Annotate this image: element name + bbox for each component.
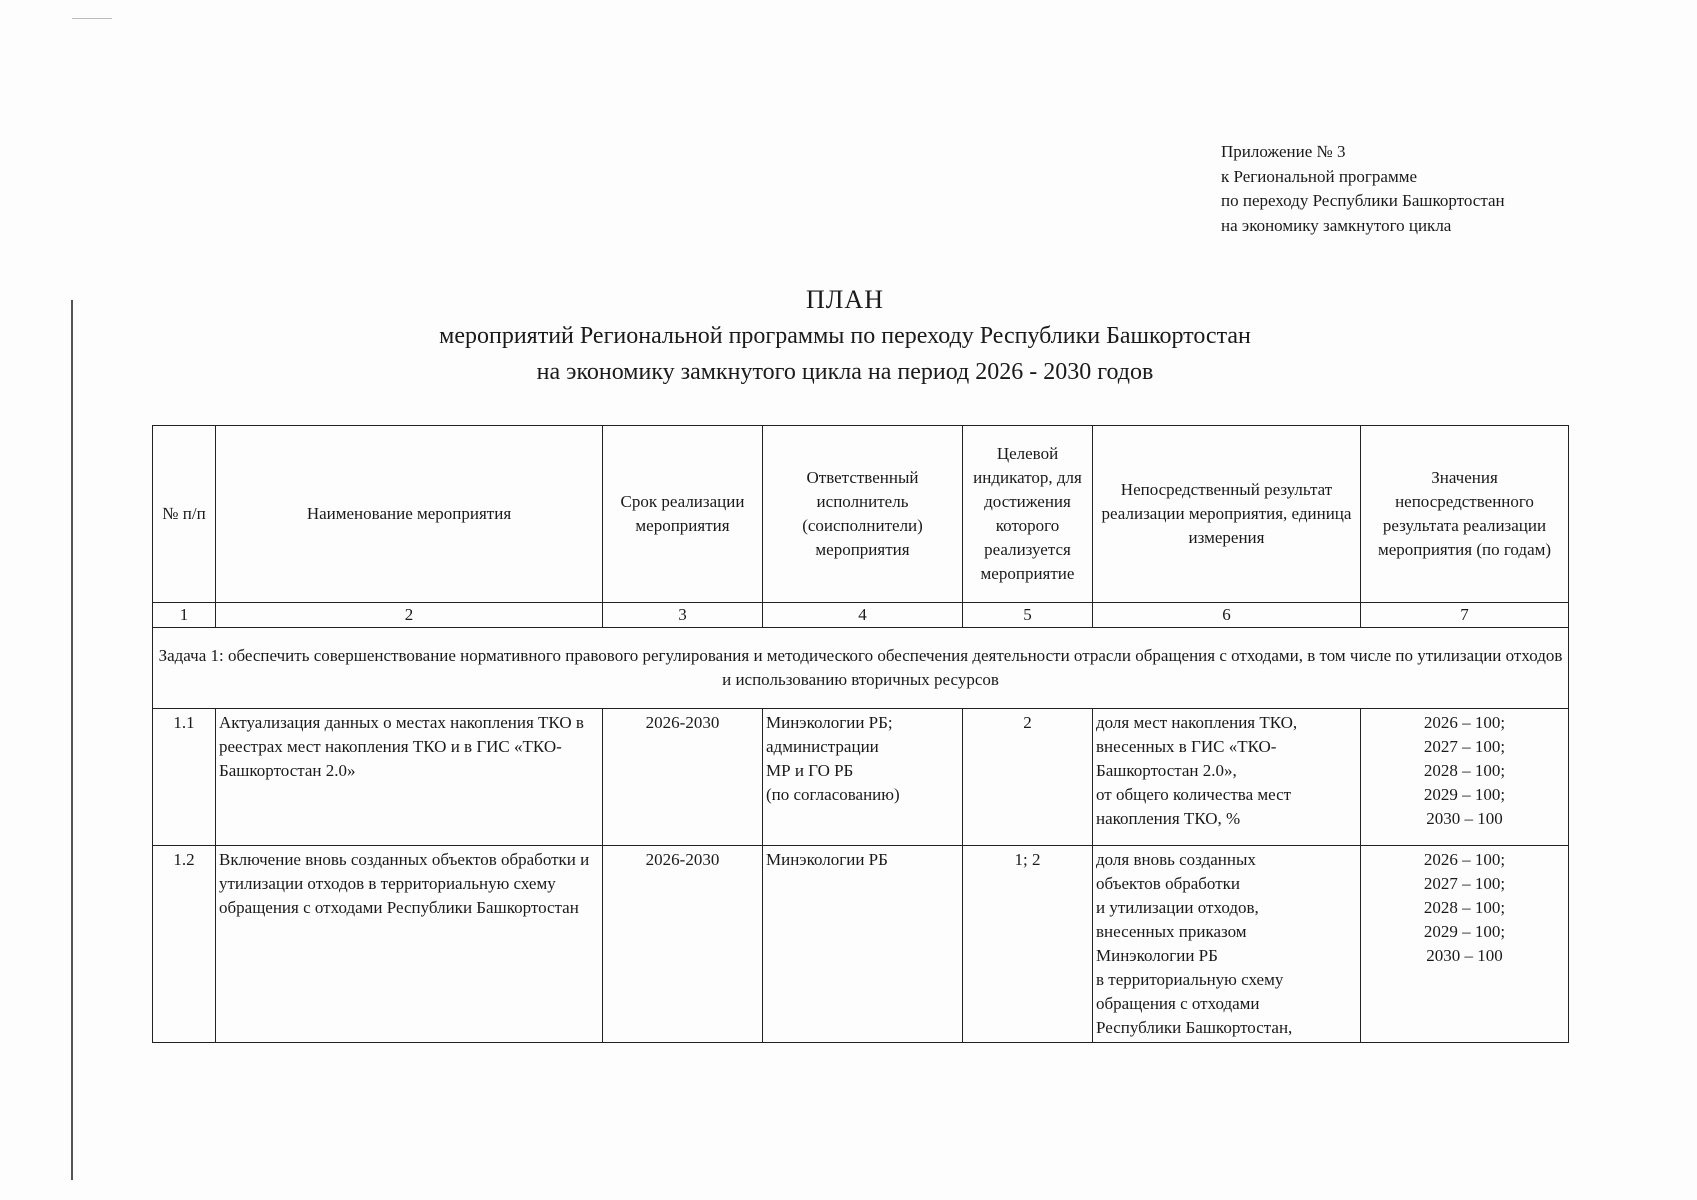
header-cell-number: № п/п — [153, 426, 216, 603]
appendix-note — [1221, 140, 1505, 238]
header-cell-indicator: Целевой индикатор, для достижения которого реализуется мероприятие — [963, 426, 1093, 603]
header-cell-executor: Ответственный исполнитель (соисполнители) мероприятия — [763, 426, 963, 603]
event-term: 2026-2030 — [603, 709, 763, 846]
yearly-values — [1361, 709, 1569, 846]
title-line: мероприятий Региональной программы по переходу Республики Башкортостан — [439, 323, 1251, 349]
row-number: 1.1 — [153, 709, 216, 846]
result-line: от общего количества мест — [1096, 785, 1292, 804]
result-line: накопления ТКО, % — [1096, 809, 1241, 828]
result-line: Минэкологии РБ — [1096, 946, 1218, 965]
appendix-line: на экономику замкнутого цикла — [1221, 215, 1452, 235]
header-cell-term: Срок реализации мероприятия — [603, 426, 763, 603]
table-row — [153, 846, 1569, 1043]
header-cell-result: Непосредственный результат реализации мероприятия, единица измерения — [1093, 426, 1361, 603]
target-indicator: 2 — [963, 709, 1093, 846]
year-value: 2026 – 100; — [1423, 713, 1506, 732]
year-value: 2029 – 100; — [1423, 785, 1506, 804]
executor-line: МР и ГО РБ — [766, 761, 854, 780]
result-line: в территориальную схему — [1096, 970, 1284, 989]
column-number: 5 — [963, 603, 1093, 628]
task-row — [153, 628, 1569, 709]
event-result — [1093, 846, 1361, 1043]
column-number: 4 — [763, 603, 963, 628]
column-number: 3 — [603, 603, 763, 628]
executor-line: администрации — [766, 737, 879, 756]
result-line: и утилизации отходов, — [1096, 898, 1259, 917]
header-cell-name: Наименование мероприятия — [216, 426, 603, 603]
column-number: 2 — [216, 603, 603, 628]
target-indicator: 1; 2 — [963, 846, 1093, 1043]
year-value: 2030 – 100 — [1426, 946, 1503, 965]
task-description: Задача 1: обеспечить совершенствование нормативного правового регулирования и методического обеспечения деятельности отрасли обращения с отходами, в том числе по утилизации отходов и использованию вторичных ресурсов — [153, 628, 1569, 709]
year-value: 2028 – 100; — [1423, 898, 1506, 917]
result-line: доля мест накопления ТКО, — [1096, 713, 1298, 732]
event-executor — [763, 846, 963, 1043]
year-value: 2027 – 100; — [1423, 874, 1506, 893]
result-line: внесенных в ГИС «ТКО- — [1096, 737, 1277, 756]
column-numbers-row — [153, 603, 1569, 628]
event-executor — [763, 709, 963, 846]
binding-edge-line — [71, 300, 73, 1180]
table-row — [153, 709, 1569, 846]
plan-table — [152, 425, 1569, 1043]
appendix-line: к Региональной программе — [1221, 166, 1418, 186]
year-value: 2028 – 100; — [1423, 761, 1506, 780]
event-term: 2026-2030 — [603, 846, 763, 1043]
document-title — [300, 282, 1390, 390]
result-line: Башкортостан 2.0», — [1096, 761, 1237, 780]
header-cell-values: Значения непосредственного результата реализации мероприятия (по годам) — [1361, 426, 1569, 603]
result-line: обращения с отходами — [1096, 994, 1260, 1013]
result-line: внесенных приказом — [1096, 922, 1247, 941]
year-value: 2026 – 100; — [1423, 850, 1506, 869]
title-heading: ПЛАН — [806, 285, 884, 314]
year-value: 2027 – 100; — [1423, 737, 1506, 756]
yearly-values — [1361, 846, 1569, 1043]
year-value: 2030 – 100 — [1426, 809, 1503, 828]
executor-line: (по согласованию) — [766, 785, 900, 804]
column-number: 1 — [153, 603, 216, 628]
event-result — [1093, 709, 1361, 846]
title-line: на экономику замкнутого цикла на период 2026 - 2030 годов — [536, 359, 1154, 385]
event-name: Актуализация данных о местах накопления ТКО в реестрах мест накопления ТКО и в ГИС «ТКО-Башкортостан 2.0» — [216, 709, 603, 846]
result-line: доля вновь созданных — [1096, 850, 1256, 869]
year-value: 2029 – 100; — [1423, 922, 1506, 941]
scan-mark — [72, 18, 112, 19]
appendix-line: Приложение № 3 — [1221, 142, 1346, 161]
column-number: 6 — [1093, 603, 1361, 628]
executor-line: Минэкологии РБ; — [766, 713, 893, 732]
row-number: 1.2 — [153, 846, 216, 1043]
column-number: 7 — [1361, 603, 1569, 628]
appendix-line: по переходу Республики Башкортостан — [1221, 191, 1505, 210]
table-header-row — [153, 426, 1569, 603]
executor-line: Минэкологии РБ — [766, 850, 888, 869]
result-line: Республики Башкортостан, — [1096, 1018, 1293, 1037]
result-line: объектов обработки — [1096, 874, 1240, 893]
event-name: Включение вновь созданных объектов обработки и утилизации отходов в территориальную схему обращения с отходами Республики Башкортостан — [216, 846, 603, 1043]
